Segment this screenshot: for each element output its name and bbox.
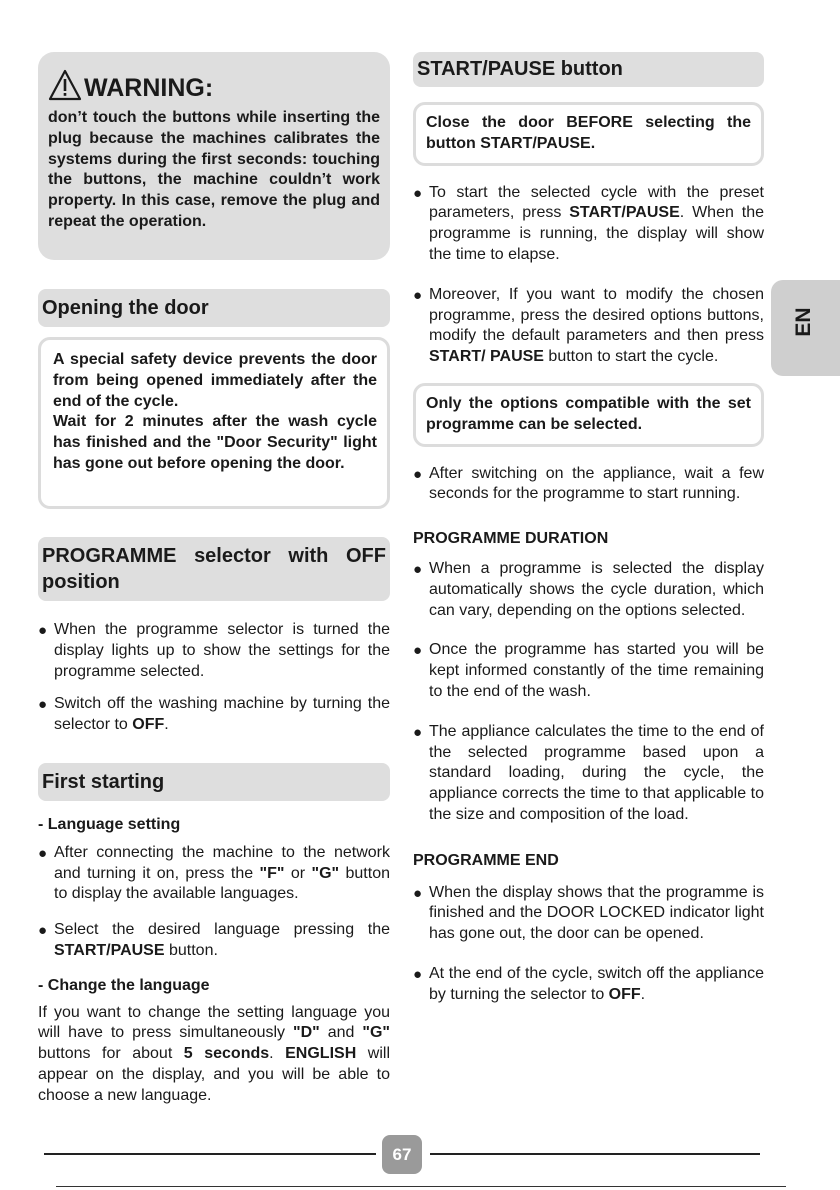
- programme-end-bullet-2: At the end of the cycle, switch off the appliance by turning the selector to OFF.: [429, 964, 764, 1003]
- change-language-subheading: - Change the language: [38, 976, 210, 994]
- programme-selector-bullet-1: When the programme selector is turned the display lights up to show the settings for the programme selected.: [54, 621, 390, 680]
- duration-bullet-3: The appliance calculates the time to the end of the selected programme based upon a standard loading, during the cycle, the appliance corrects the time to that applicable to the size and composition of the load.: [429, 722, 764, 823]
- left-column: [38, 52, 390, 1107]
- opening-door-notice-1: A special safety device prevents the door from being opened immediately after the end of the cycle.: [53, 351, 377, 410]
- warning-title: WARNING:: [84, 74, 214, 102]
- programme-selector-bullet-2: Switch off the washing machine by turning the selector to OFF.: [54, 695, 390, 734]
- bullet-icon: ●: [413, 642, 423, 660]
- language-setting-bullet-1: After connecting the machine to the network and turning it on, press the "F" or "G" button to display the available languages.: [54, 843, 390, 903]
- start-pause-header: START/PAUSE button: [413, 52, 764, 87]
- programme-duration-heading: PROGRAMME DURATION: [413, 530, 609, 548]
- list-item: [413, 722, 764, 826]
- bullet-icon: ●: [413, 465, 423, 483]
- bullet-icon: ●: [38, 696, 48, 714]
- start-pause-bullet-1: To start the selected cycle with the preset parameters, press START/PAUSE. When the programme is running, the display will show the time to elapse.: [429, 183, 764, 263]
- list-item: [413, 559, 764, 621]
- bullet-icon: ●: [38, 922, 48, 940]
- opening-door-notice: [38, 337, 390, 509]
- bullet-icon: ●: [413, 184, 423, 202]
- warning-heading: [48, 62, 380, 102]
- bullet-icon: ●: [413, 723, 423, 741]
- list-item: [413, 883, 764, 945]
- bullet-icon: ●: [38, 622, 48, 639]
- warning-text: don’t touch the buttons while inserting the plug because the machines calibrates the systems during the first seconds: touching the buttons, the machine couldn’t work property. In this case, remove the plug and repeat the operation.: [48, 109, 380, 230]
- duration-bullet-1: When a programme is selected the display automatically shows the cycle duration, which can vary, depending on the options selected.: [429, 559, 764, 619]
- programme-selector-header: PROGRAMME selector with OFF position: [38, 537, 390, 601]
- list-item: [413, 464, 764, 506]
- start-pause-bullet-2: Moreover, If you want to modify the chosen programme, press the desired options buttons, modify the default parameters and then press START/ PAUSE button to start the cycle.: [429, 285, 764, 366]
- language-setting-bullet-2: Select the desired language pressing the START/PAUSE button.: [54, 921, 390, 959]
- list-item: [38, 620, 390, 682]
- list-item: [38, 843, 390, 905]
- start-pause-notice: Close the door BEFORE selecting the button START/PAUSE.: [413, 102, 764, 166]
- bullet-icon: ●: [413, 965, 423, 983]
- programme-end-bullet-1: When the display shows that the programme is finished and the DOOR LOCKED indicator light has gone out, the door can be opened.: [429, 883, 764, 943]
- list-item: [38, 694, 390, 736]
- bullet-icon: ●: [413, 286, 423, 304]
- duration-bullet-2: Once the programme has started you will be kept informed constantly of the time remaining to the end of the wash.: [429, 641, 764, 700]
- list-item: [413, 640, 764, 702]
- start-pause-bullet-3: After switching on the appliance, wait a few seconds for the programme to start running.: [429, 464, 764, 503]
- warning-box: [38, 52, 390, 260]
- footer-divider-right: [430, 1153, 760, 1155]
- list-item: [413, 183, 764, 266]
- bullet-icon: ●: [413, 560, 423, 578]
- list-item: [38, 920, 390, 962]
- language-tab: [771, 280, 840, 376]
- language-setting-subheading: - Language setting: [38, 815, 181, 833]
- compatible-options-notice: Only the options compatible with the set programme can be selected.: [413, 383, 764, 447]
- change-language-paragraph: If you want to change the setting language you will have to press simultaneously "D" and "G" buttons for about 5 seconds. ENGLISH will appear on the display, and you will be able to choose a new language.: [38, 1003, 390, 1104]
- programme-end-heading: PROGRAMME END: [413, 851, 559, 869]
- opening-door-header: Opening the door: [38, 289, 390, 327]
- bullet-icon: ●: [413, 884, 423, 902]
- language-tab-label: EN: [792, 307, 815, 337]
- bullet-icon: ●: [38, 844, 48, 862]
- list-item: [413, 285, 764, 368]
- right-column: [413, 52, 764, 1006]
- opening-door-notice-2: Wait for 2 minutes after the wash cycle has finished and the "Door Security" light has gone out before opening the door.: [53, 413, 377, 472]
- footer-divider-left: [44, 1153, 376, 1155]
- list-item: [413, 964, 764, 1006]
- first-starting-header: First starting: [38, 763, 390, 801]
- warning-triangle-icon: [48, 68, 82, 102]
- page-number: 67: [382, 1135, 422, 1174]
- bottom-rule: [56, 1186, 786, 1187]
